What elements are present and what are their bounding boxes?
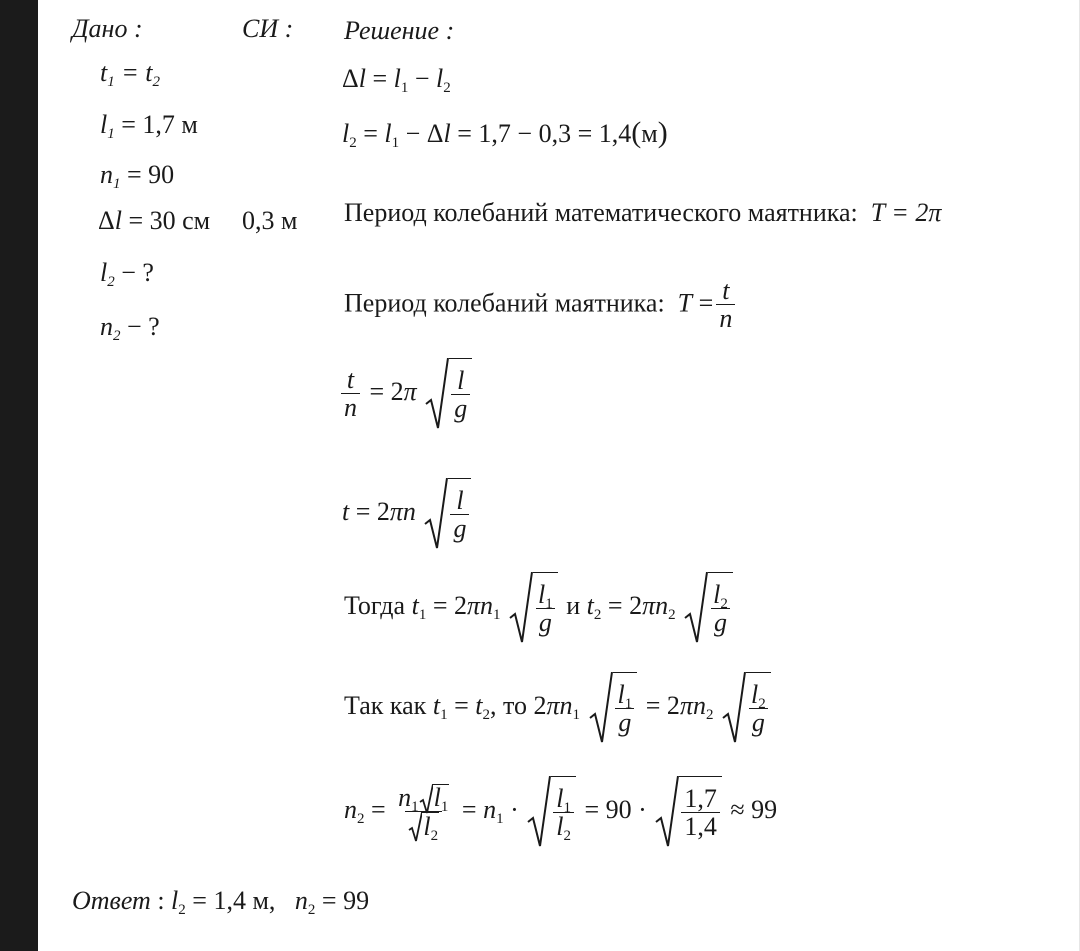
eq-since: Так как $t_1 = t_2$, то $2\pi n_1$ $\frac{l_1}{g}$ = $2\pi n_2$ $\frac{l_2}{g}$ bbox=[344, 672, 773, 744]
given-item: $l_2$ − ? bbox=[100, 258, 154, 290]
period-math-line bbox=[344, 198, 941, 228]
radical-sign-icon bbox=[684, 572, 708, 644]
radical-sign-icon bbox=[527, 776, 551, 848]
given-item: $n_2$ − ? bbox=[100, 312, 160, 344]
given-item: $n_1 = 90$ bbox=[100, 160, 175, 192]
period-label: Период колебаний маятника: bbox=[344, 288, 665, 318]
radical-sign-icon bbox=[424, 478, 448, 550]
period-math-formula: T = 2π bbox=[870, 198, 942, 227]
answer-label: Ответ bbox=[72, 886, 151, 915]
answer-line: Ответ : $l_2 = 1,4$ м, $n_2 = 99$ bbox=[72, 886, 370, 918]
document-page bbox=[38, 0, 1080, 951]
since-word: Так как bbox=[344, 690, 427, 720]
si-header: СИ : bbox=[242, 14, 294, 43]
eq-n2: $n_2$ = $n_1$ $l_1$ $l_2$ = $n_1$ · $\frac{l_1}{l_2}$ = 90 · $\frac{1,7}{1,4}$ ≈ 99 bbox=[344, 776, 777, 848]
solution-document bbox=[38, 0, 1080, 951]
si-value: 0,3 м bbox=[242, 206, 298, 235]
sqrt-l-over-g: $\frac{l}{g}$ bbox=[424, 478, 471, 550]
to-word: то bbox=[502, 690, 527, 720]
given-item: Δl = 30 см bbox=[98, 206, 211, 235]
given-item: $l_1 = 1,7$ м bbox=[100, 110, 198, 142]
radical-sign-icon bbox=[722, 672, 746, 744]
radical-sign-icon bbox=[589, 672, 613, 744]
sqrt-l-over-g: $\frac{l}{g}$ bbox=[425, 358, 472, 430]
given-item: $t_1 = t_2$ bbox=[100, 58, 161, 90]
radical-sign-icon bbox=[509, 572, 533, 644]
period-line: Период колебаний маятника: T = $\frac{t}{n}$ bbox=[344, 278, 738, 333]
radical-sign-icon bbox=[419, 784, 433, 814]
right-margin bbox=[1046, 0, 1080, 951]
radical-sign-icon bbox=[408, 812, 422, 842]
eq-l2: $l_2 = l_1 - \Delta l = 1,7 - 0,3 = 1,4(м)$ bbox=[342, 116, 668, 151]
then-word: Тогда bbox=[344, 590, 406, 620]
radical-sign-icon bbox=[655, 776, 679, 848]
and-word: и bbox=[566, 590, 581, 620]
given-header: Дано : bbox=[72, 14, 143, 43]
radical-sign-icon bbox=[425, 358, 449, 430]
period-math-label: Период колебаний математического маятника: bbox=[344, 198, 858, 227]
solution-header: Решение : bbox=[344, 16, 455, 45]
eq-t: t = 2πn $\frac{l}{g}$ bbox=[342, 478, 473, 550]
eq-t-over-n: $\frac{t}{n}$ = 2π $\frac{l}{g}$ bbox=[338, 358, 474, 430]
eq-delta-l: $\Delta l = l_1 - l_2$ bbox=[342, 64, 451, 96]
t-over-n-fraction: $\frac{t}{n}$ bbox=[716, 278, 735, 333]
eq-then: Тогда $t_1 = 2\pi n_1$ $\frac{l_1}{g}$ и $t_2 = 2\pi n_2$ $\frac{l_2}{g}$ bbox=[344, 572, 735, 644]
